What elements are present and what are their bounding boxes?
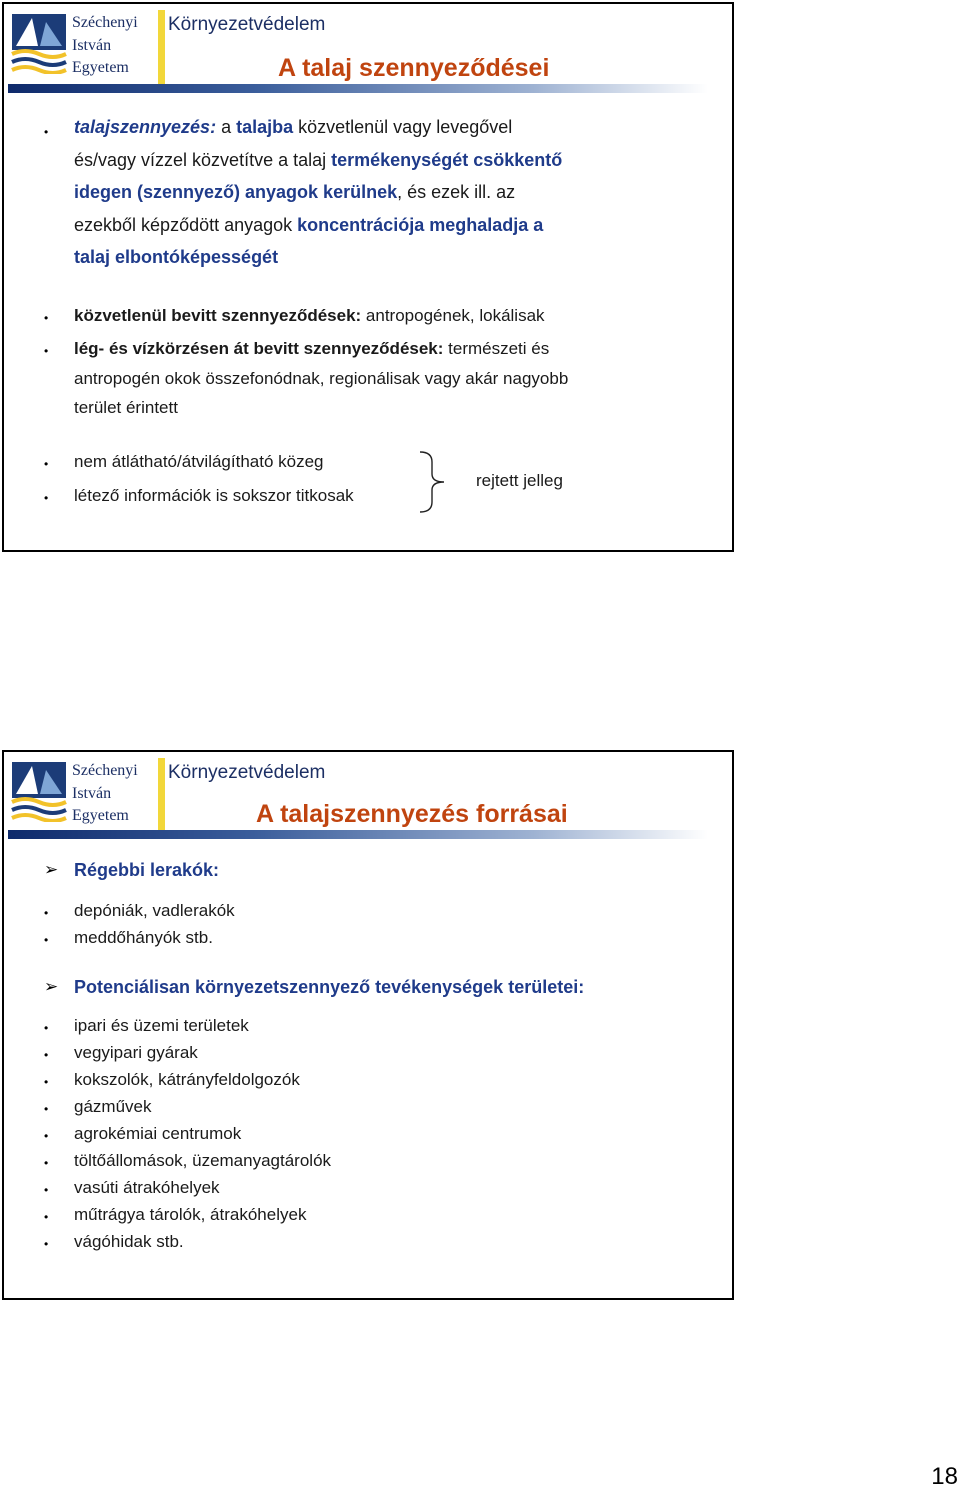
bullet: • xyxy=(44,1156,49,1170)
university-name xyxy=(72,760,138,828)
uni-line-3: Egyetem xyxy=(72,807,129,824)
university-logo-icon xyxy=(10,12,68,74)
text-line: terület érintett xyxy=(74,398,178,417)
bullet: • xyxy=(44,1183,49,1197)
definition-term: talajszennyezés: xyxy=(74,117,217,137)
section-heading: Potenciálisan környezetszennyező tevékenységek területei: xyxy=(74,977,585,997)
list-item: nem átlátható/átvilágítható közeg xyxy=(74,452,324,471)
bullet: • xyxy=(44,1237,49,1251)
slide-title: A talajszennyezés forrásai xyxy=(256,800,568,828)
uni-line-2: István xyxy=(72,784,112,802)
text-run: termékenységét csökkentő xyxy=(331,149,563,170)
arrow-bullet-icon: ➢ xyxy=(44,977,59,996)
text-run: talajba xyxy=(236,117,294,137)
list-item: vegyipari gyárak xyxy=(74,1043,198,1062)
bullet: • xyxy=(44,1129,49,1143)
page-number: 18 xyxy=(931,1463,958,1490)
header-accent-bar xyxy=(158,758,165,832)
university-name xyxy=(72,12,138,80)
list-item: depóniák, vadlerakók xyxy=(74,901,235,920)
text-run: ezekből képződött anyagok xyxy=(74,214,298,235)
department-name: Környezetvédelem xyxy=(168,14,326,35)
text-line: antropogén okok összefonódnak, regionálisak vagy akár nagyobb xyxy=(74,368,569,388)
bullet: • xyxy=(44,1048,49,1062)
text-run: közvetlenül vagy levegővel xyxy=(293,117,513,137)
bullet: • xyxy=(44,457,49,471)
right-brace-icon xyxy=(416,450,456,514)
text-run: lég- és vízkörzésen át bevitt szennyeződések: xyxy=(74,339,444,358)
text-run: koncentrációja meghaladja a xyxy=(297,214,544,235)
list-item xyxy=(74,334,568,423)
department-name: Környezetvédelem xyxy=(168,762,326,783)
text-run: idegen (szennyező) anyagok kerülnek xyxy=(74,182,398,202)
header-rule xyxy=(8,830,708,839)
text-run: talaj elbontóképességét xyxy=(74,247,279,267)
bullet: • xyxy=(44,933,49,947)
bullet: • xyxy=(44,125,49,139)
slide-title: A talaj szennyeződései xyxy=(278,54,550,82)
bullet: • xyxy=(44,311,49,325)
bullet: • xyxy=(44,491,49,505)
list-item: meddőhányók stb. xyxy=(74,928,213,947)
uni-line-2: István xyxy=(72,36,112,54)
text-run: , és ezek ill. az xyxy=(397,182,516,202)
text-run: természeti és xyxy=(443,339,550,358)
list-item: töltőállomások, üzemanyagtárolók xyxy=(74,1151,332,1170)
header-accent-bar xyxy=(158,10,165,84)
header-rule xyxy=(8,84,708,93)
bullet: • xyxy=(44,1075,49,1089)
list-item xyxy=(74,301,545,331)
text-run: közvetlenül bevitt szennyeződések: xyxy=(74,306,362,325)
definition-paragraph xyxy=(74,111,562,274)
bullet: • xyxy=(44,1210,49,1224)
list-item: vágóhidak stb. xyxy=(74,1232,184,1251)
text-run: antropogének, lokálisak xyxy=(361,306,545,325)
text-run: a xyxy=(216,117,237,137)
text-run: és/vagy vízzel közvetítve a talaj xyxy=(74,149,332,170)
bullet: • xyxy=(44,1102,49,1116)
list-item: ipari és üzemi területek xyxy=(74,1016,249,1035)
bullet: • xyxy=(44,1021,49,1035)
bullet: • xyxy=(44,344,49,358)
brace-label: rejtett jelleg xyxy=(476,471,563,490)
arrow-bullet-icon: ➢ xyxy=(44,860,59,879)
slide-1 xyxy=(2,2,734,552)
slide-2 xyxy=(2,750,734,1300)
uni-line-3: Egyetem xyxy=(72,59,129,76)
list-item: agrokémiai centrumok xyxy=(74,1124,242,1143)
university-logo-icon xyxy=(10,760,68,822)
bullet: • xyxy=(44,906,49,920)
list-item: kokszolók, kátrányfeldolgozók xyxy=(74,1070,300,1089)
uni-line-1: Széchenyi xyxy=(72,762,138,779)
section-heading: Régebbi lerakók: xyxy=(74,860,220,880)
list-item: létező információk is sokszor titkosak xyxy=(74,486,354,505)
list-item: műtrágya tárolók, átrakóhelyek xyxy=(74,1205,307,1224)
list-item: vasúti átrakóhelyek xyxy=(74,1178,220,1197)
uni-line-1: Széchenyi xyxy=(72,14,138,31)
list-item: gázművek xyxy=(74,1097,152,1116)
